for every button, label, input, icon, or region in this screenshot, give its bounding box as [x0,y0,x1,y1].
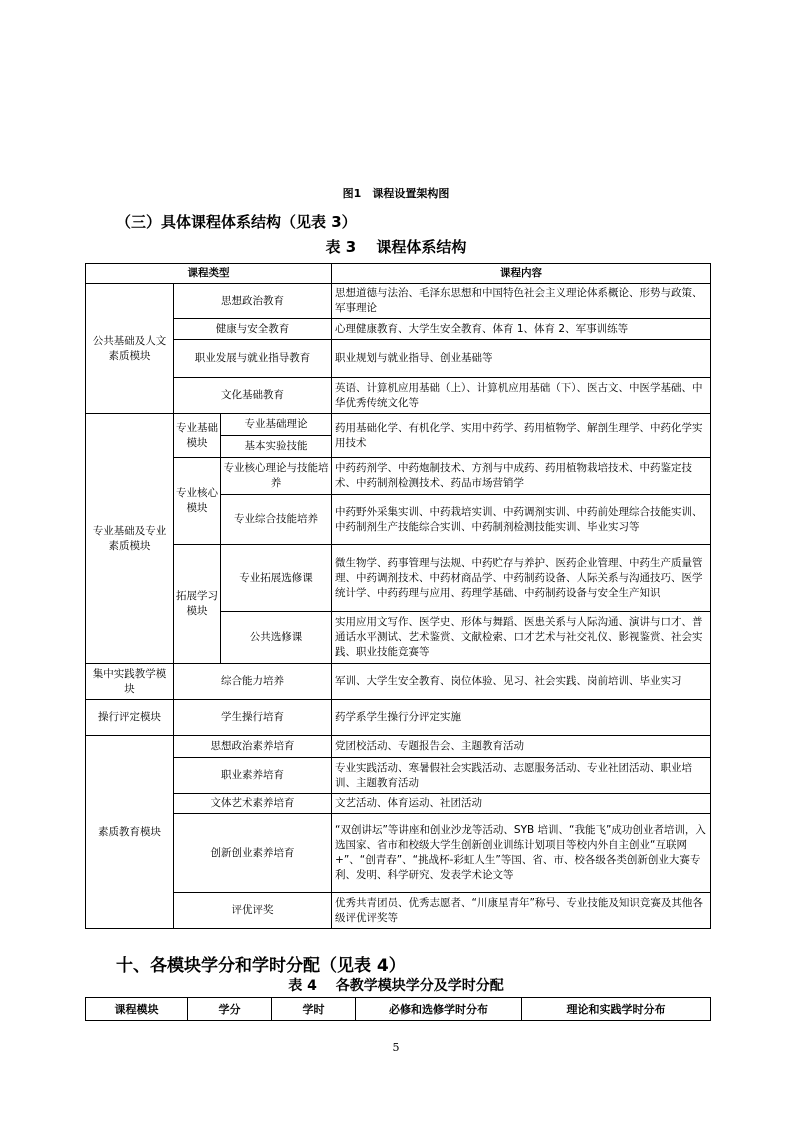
figure-caption: 图1 课程设置架构图 [342,187,450,200]
row-name: 职业素养培育 [174,758,332,794]
row-name: 专业拓展选修课 [221,545,332,612]
row-content: 心理健康教育、大学生安全教育、体育 1、体育 2、军事训练等 [332,319,711,340]
row-name: 健康与安全教育 [174,319,332,340]
credit-hours-table [85,997,711,1021]
row-content: 专业实践活动、寒暑假社会实践活动、志愿服务活动、专业社团活动、职业培训、主题教育活动 [332,758,711,794]
section-heading-course-structure: （三）具体课程体系结构（见表 3） [116,213,357,231]
row-content: 职业规划与就业指导、创业基础等 [332,340,711,378]
row-content: 药学系学生操行分评定实施 [332,700,711,736]
header-theory-practice: 理论和实践学时分布 [522,998,711,1021]
row-content: 中药药剂学、中药炮制技术、方剂与中成药、药用植物栽培技术、中药鉴定技术、中药制剂检测技术、药品市场营销学 [332,458,711,495]
row-content: 优秀共青团员、优秀志愿者、“川康星青年”称号、专业技能及知识竞赛及其他各级评优评奖等 [332,893,711,929]
group-conduct: 操行评定模块 [86,700,174,736]
group-practice: 集中实践教学模块 [86,664,174,700]
row-name: 专业基础理论 [221,414,332,436]
row-content: 微生物学、药事管理与法规、中药贮存与养护、医药企业管理、中药生产质量管理、中药调剂技术、中药材商品学、中药制药设备、人际关系与沟通技巧、医学统计学、中药药理与应用、药理学基础、中药制药设备与安全生产知识 [332,545,711,612]
header-course-content: 课程内容 [332,264,711,284]
group-quality: 素质教育模块 [86,736,174,929]
row-name: 思想政治素养培育 [174,736,332,758]
row-content: 文艺活动、体育运动、社团活动 [332,794,711,814]
row-name: 专业核心理论与技能培养 [221,458,332,495]
row-content: 中药野外采集实训、中药栽培实训、中药调剂实训、中药前处理综合技能实训、中药制剂生产技能综合实训、中药制剂检测技能实训、毕业实习等 [332,495,711,545]
row-name: 评优评奖 [174,893,332,929]
header-credits: 学分 [188,998,272,1021]
row-content: 药用基础化学、有机化学、实用中药学、药用植物学、解剖生理学、中药化学实用技术 [332,414,711,458]
course-structure-table [85,263,711,929]
row-name: 综合能力培养 [174,664,332,700]
header-hours: 学时 [272,998,356,1021]
row-name: 文化基础教育 [174,378,332,414]
row-name: 基本实验技能 [221,436,332,458]
row-content: 实用应用文写作、医学史、形体与舞蹈、医患关系与人际沟通、演讲与口才、普通话水平测试、艺术鉴赏、文献检索、口才艺术与社交礼仪、影视鉴赏、社会实践、职业技能竞赛等 [332,612,711,664]
row-name: 文体艺术素养培育 [174,794,332,814]
header-required-elective: 必修和选修学时分布 [356,998,522,1021]
subgroup-basic: 专业基础模块 [174,414,221,458]
row-name: 思想政治教育 [174,284,332,319]
row-name: 公共选修课 [221,612,332,664]
page-number: 5 [392,1041,400,1054]
header-module: 课程模块 [86,998,188,1021]
row-name: 职业发展与就业指导教育 [174,340,332,378]
row-content: 军训、大学生安全教育、岗位体验、见习、社会实践、岗前培训、毕业实习 [332,664,711,700]
row-content: 思想道德与法治、毛泽东思想和中国特色社会主义理论体系概论、形势与政策、军事理论 [332,284,711,319]
subgroup-extension: 拓展学习模块 [174,545,221,664]
table3-title: 表 3 课程体系结构 [325,238,467,256]
group-professional: 专业基础及专业素质模块 [86,414,174,664]
table4-title: 表 4 各教学模块学分及学时分配 [288,978,504,994]
row-content: “双创讲坛”等讲座和创业沙龙等活动、SYB 培训、“我能飞”成功创业者培训，入选国家、省市和校级大学生创新创业训练计划项目等校内外自主创业“互联网+”、“创青春”、“挑战杯-彩虹人生”等国、省、市、校各级各类创新创业大赛专利、发明、科学研究、发表学术论文等 [332,814,711,893]
row-name: 专业综合技能培养 [221,495,332,545]
group-public: 公共基础及人文素质模块 [86,284,174,414]
row-content: 英语、计算机应用基础（上）、计算机应用基础（下）、医古文、中医学基础、中华优秀传统文化等 [332,378,711,414]
subgroup-core: 专业核心模块 [174,458,221,545]
row-content: 党团校活动、专题报告会、主题教育活动 [332,736,711,758]
header-course-type: 课程类型 [86,264,332,284]
row-name: 创新创业素养培育 [174,814,332,893]
row-name: 学生操行培育 [174,700,332,736]
section-heading-credits: 十、各模块学分和学时分配（见表 4） [116,956,406,976]
